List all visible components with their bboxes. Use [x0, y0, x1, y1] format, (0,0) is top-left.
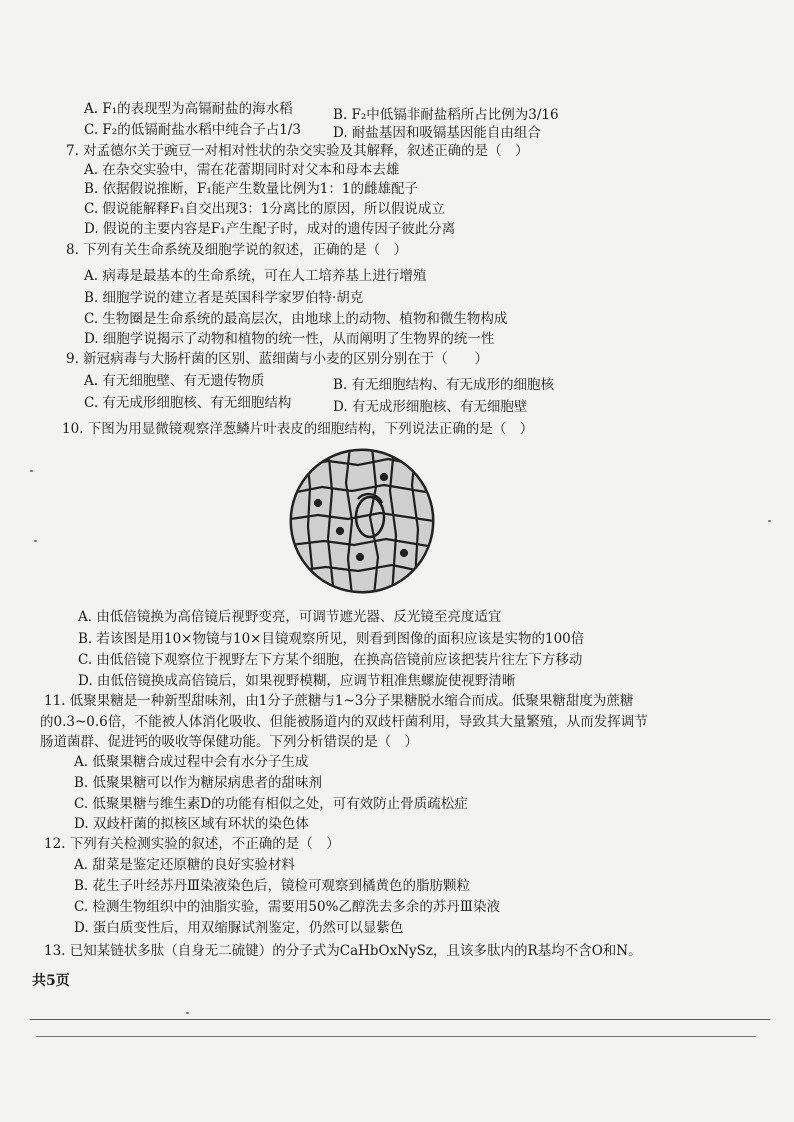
q6-option-c: C. F₂的低镉耐盐水稻中纯合子占1/3 — [84, 122, 301, 138]
q8-option-d: D. 细胞学说揭示了动物和植物的统一性，从而阐明了生物界的统一性 — [84, 331, 495, 347]
q10-option-d: D. 由低倍镜换成高倍镜后，如果视野模糊，应调节粗准焦螺旋使视野清晰 — [78, 673, 516, 689]
q6-option-a: A. F₁的表现型为高镉耐盐的海水稻 — [84, 101, 293, 117]
scan-speck — [768, 520, 771, 522]
q7-option-d: D. 假说的主要内容是F₁产生配子时，成对的遗传因子彼此分离 — [84, 221, 456, 237]
q10-option-b: B. 若该图是用10×物镜与10×目镜观察所见，则看到图像的面积应该是实物的100倍 — [78, 631, 585, 647]
q7-option-b: B. 依据假说推断，F₁能产生数量比例为1：1的雌雄配子 — [84, 181, 418, 197]
q12-option-a: A. 甜菜是鉴定还原糖的良好实验材料 — [74, 857, 295, 873]
q10-option-a: A. 由低倍镜换为高倍镜后视野变亮，可调节遮光器、反光镜至亮度适宜 — [78, 609, 502, 625]
footer-rule-top — [30, 1019, 770, 1020]
q10-stem: 10. 下图为用显微镜观察洋葱鳞片叶表皮的细胞结构，下列说法正确的是（ ） — [62, 421, 534, 437]
microscope-view-image — [288, 447, 436, 595]
q12-option-b: B. 花生子叶经苏丹Ⅲ染液染色后，镜检可观察到橘黄色的脂肪颗粒 — [74, 878, 471, 894]
q9-stem: 9. 新冠病毒与大肠杆菌的区别、蓝细菌与小麦的区别分别在于（ ） — [66, 351, 489, 367]
q9-option-b: B. 有无细胞结构、有无成形的细胞核 — [333, 377, 555, 393]
q11-stem-line-1: 11. 低聚果糖是一种新型甜味剂，由1分子蔗糖与1~3分子果糖脱水缩合而成。低聚果糖甜度为蔗糖 — [44, 693, 634, 709]
q8-option-c: C. 生物圈是生命系统的最高层次，由地球上的动物、植物和微生物构成 — [84, 311, 508, 327]
q7-stem: 7. 对孟德尔关于豌豆一对相对性状的杂交实验及其解释，叙述正确的是（ ） — [66, 143, 529, 159]
q9-option-d: D. 有无成形细胞核、有无细胞壁 — [333, 399, 528, 415]
q11-option-d: D. 双歧杆菌的拟核区域有环状的染色体 — [74, 816, 309, 832]
q11-option-c: C. 低聚果糖与维生素D的功能有相似之处，可有效防止骨质疏松症 — [74, 796, 468, 812]
q12-option-c: C. 检测生物组织中的油脂实验，需要用50%乙醇洗去多余的苏丹Ⅲ染液 — [74, 899, 500, 915]
q13-stem: 13. 已知某链状多肽（自身无二硫键）的分子式为CaHbOxNySz，且该多肽内的R基均不含O和N。 — [44, 943, 642, 959]
q6-option-b: B. F₂中低镉非耐盐稻所占比例为3/16 — [333, 107, 559, 123]
page-count: 共5页 — [32, 973, 70, 989]
q11-stem-line-3: 肠道菌群、促进钙的吸收等保健功能。下列分析错误的是（ ） — [40, 734, 418, 750]
q8-stem: 8. 下列有关生命系统及细胞学说的叙述，正确的是（ ） — [66, 242, 408, 258]
q9-option-a: A. 有无细胞壁、有无遗传物质 — [84, 373, 265, 389]
q10-option-c: C. 由低倍镜下观察位于视野左下方某个细胞，在换高倍镜前应该把装片往左下方移动 — [78, 652, 583, 668]
q6-option-d: D. 耐盐基因和吸镉基因能自由组合 — [333, 125, 541, 141]
q7-option-a: A. 在杂交实验中，需在花蕾期同时对父本和母本去雄 — [84, 162, 400, 178]
q8-option-b: B. 细胞学说的建立者是英国科学家罗伯特·胡克 — [84, 290, 364, 306]
q8-option-a: A. 病毒是最基本的生命系统，可在人工培养基上进行增殖 — [84, 268, 427, 284]
q11-option-b: B. 低聚果糖可以作为糖尿病患者的甜味剂 — [74, 775, 323, 791]
q11-stem-line-2: 的0.3~0.6倍，不能被人体消化吸收、但能被肠道内的双歧杆菌利用，导致其大量繁殖，从而发挥调节 — [40, 714, 648, 730]
q11-option-a: A. 低聚果糖合成过程中会有水分子生成 — [74, 754, 309, 770]
q7-option-c: C. 假说能解释F₁自交出现3：1分离比的原因，所以假说成立 — [84, 201, 445, 217]
scan-speck — [34, 540, 37, 542]
footer-rule-bottom — [36, 1036, 756, 1037]
scan-speck — [30, 470, 33, 472]
scan-speck — [186, 1012, 189, 1014]
q9-option-c: C. 有无成形细胞核、有无细胞结构 — [84, 395, 292, 411]
q12-stem: 12. 下列有关检测实验的叙述，不正确的是（ ） — [44, 836, 340, 852]
q12-option-d: D. 蛋白质变性后，用双缩脲试剂鉴定，仍然可以显紫色 — [74, 920, 404, 936]
